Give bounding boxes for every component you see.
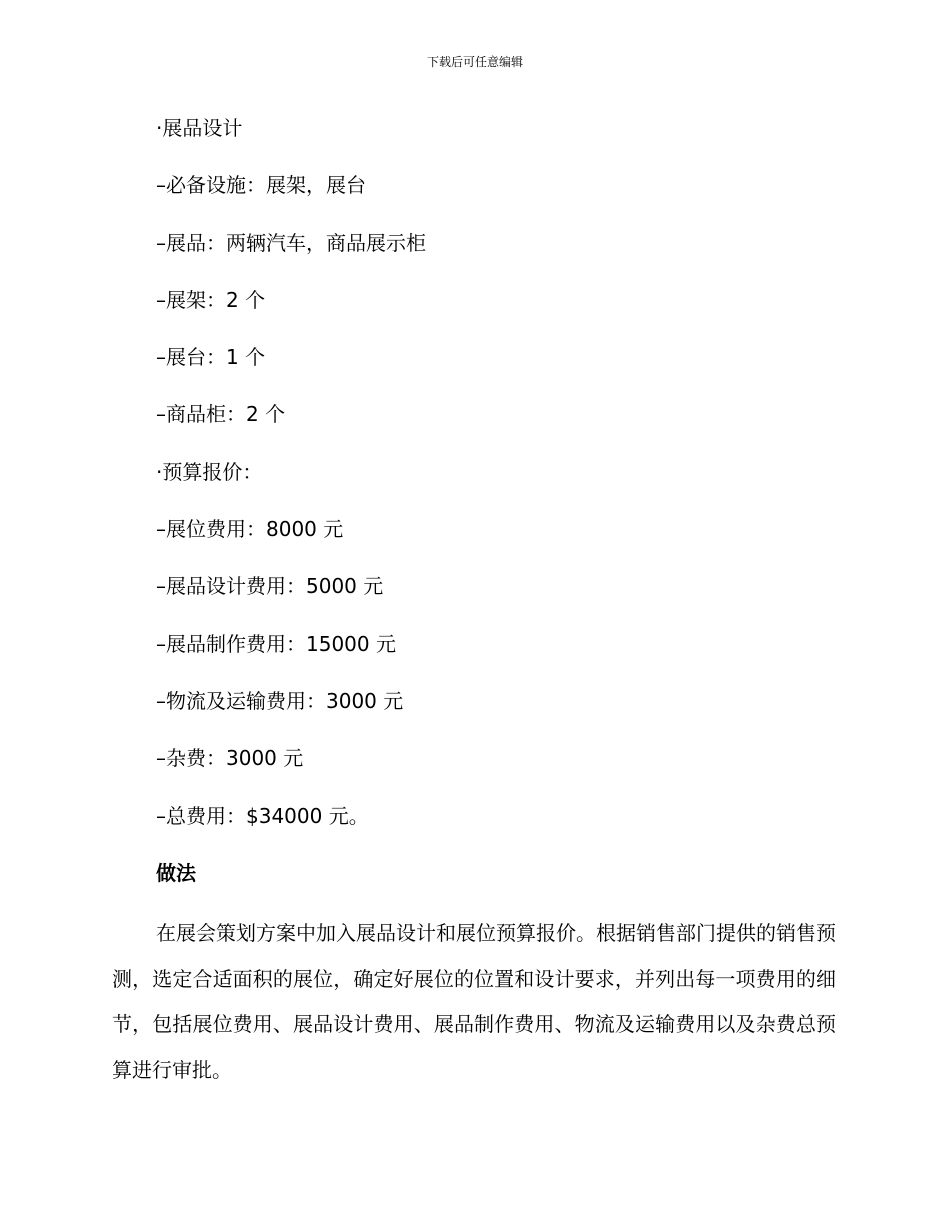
list-item: –展品：两辆汽车，商品展示柜 (156, 230, 426, 255)
section-heading: 做法 (156, 860, 196, 885)
list-item: –商品柜：2 个 (156, 402, 286, 427)
document-body (156, 108, 836, 910)
list-item: –展位费用：8000 元 (156, 517, 344, 542)
list-item: –物流及运输费用：3000 元 (156, 688, 404, 713)
list-item: –展品设计费用：5000 元 (156, 574, 384, 599)
list-item: –展台：1 个 (156, 345, 266, 370)
list-item: –必备设施：展架，展台 (156, 173, 366, 198)
list-item: ·预算报价： (156, 459, 263, 484)
list-item: –展品制作费用：15000 元 (156, 631, 396, 656)
list-item: –展架：2 个 (156, 287, 266, 312)
page-header-note: 下载后可任意编辑 (426, 55, 523, 69)
body-paragraph: 在展会策划方案中加入展品设计和展位预算报价。根据销售部门提供的销售预测，选定合适面积的展位，确定好展位的位置和设计要求，并列出每一项费用的细节，包括展位费用、展品设计费用、展品制作费用、物流及运输费用以及杂费总预算进行审批。 (112, 921, 836, 1082)
list-item: –总费用：$34000 元。 (156, 803, 369, 828)
list-item: –杂费：3000 元 (156, 746, 304, 771)
list-item: ·展品设计 (156, 116, 243, 140)
